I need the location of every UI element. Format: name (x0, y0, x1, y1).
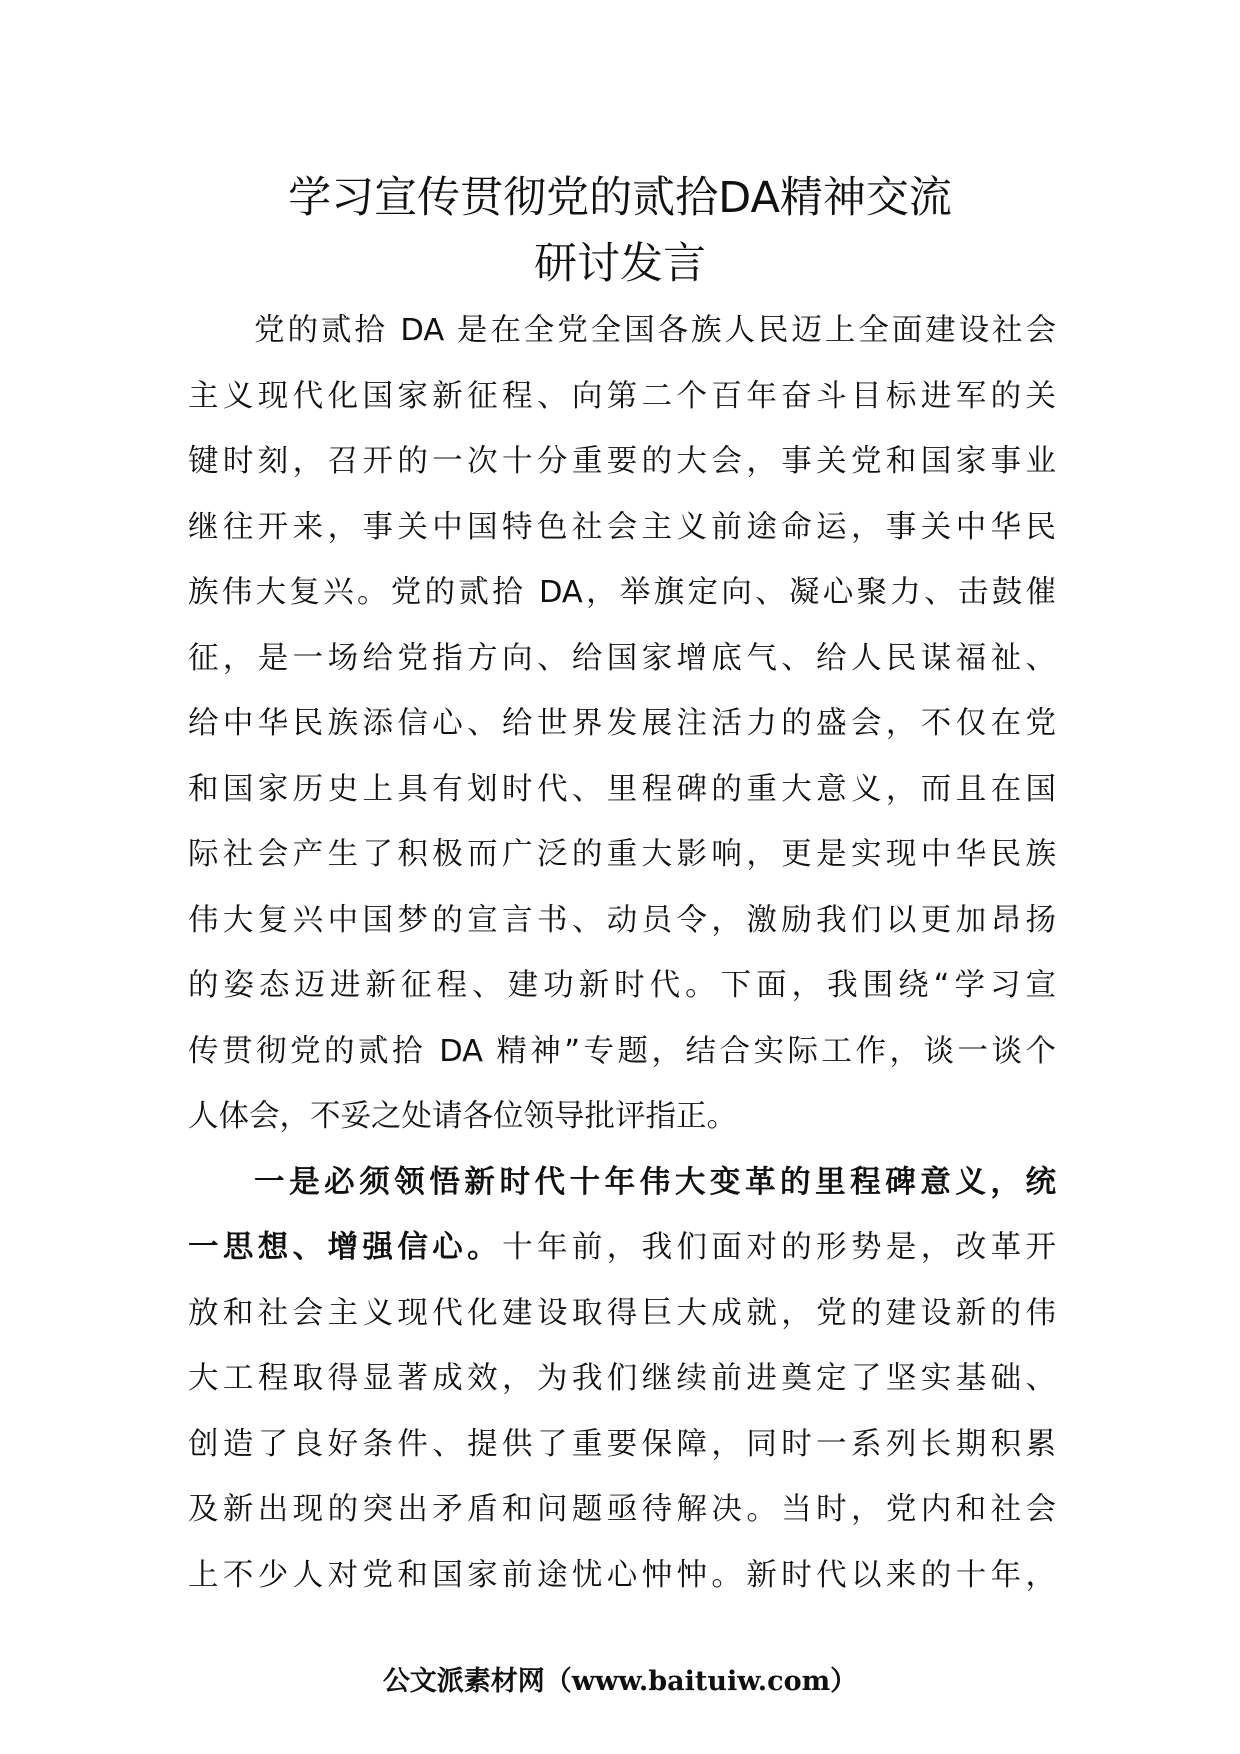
document-body (188, 298, 1056, 1608)
body-line: 继往开来，事关中国特色社会主义前途命运，事关中华民 (188, 509, 1056, 545)
body-line: 上不少人对党和国家前途忧心忡忡。新时代以来的十年， (188, 1557, 1056, 1593)
body-line: 主义现代化国家新征程、向第二个百年奋斗目标进军的关 (188, 378, 1056, 414)
body-line: 族伟大复兴。党的贰拾 DA，举旗定向、凝心聚力、击鼓催 (188, 575, 1056, 610)
body-line: 和国家历史上具有划时代、里程碑的重大意义，而且在国 (188, 771, 1056, 807)
body-line (188, 1150, 1056, 1216)
document-title-line-2: 研讨发言 (534, 239, 706, 289)
body-line: 给中华民族添信心、给世界发展注活力的盛会，不仅在党 (188, 706, 1056, 741)
body-line: 键时刻，召开的一次十分重要的大会，事关党和国家事业 (188, 444, 1056, 479)
body-line: 及新出现的突出矛盾和问题亟待解决。当时，党内和社会 (188, 1492, 1056, 1527)
body-line: 放和社会主义现代化建设取得巨大成就，党的建设新的伟 (188, 1295, 1056, 1331)
section-heading: 一是必须领悟新时代十年伟大变革的里程碑意义，统 (254, 1164, 1056, 1200)
body-line (188, 1215, 1056, 1281)
body-line: 际社会产生了积极而广泛的重大影响，更是实现中华民族 (188, 837, 1056, 872)
document-title-line-1: 学习宣传贯彻党的贰拾DA精神交流 (288, 173, 952, 223)
body-line: 的姿态迈进新征程、建功新时代。下面，我围绕“学习宣 (188, 968, 1056, 1003)
body-line: 人体会，不妥之处请各位领导批评指正。 (188, 1099, 737, 1134)
body-line: 征，是一场给党指方向、给国家增底气、给人民谋福祉、 (188, 640, 1056, 676)
body-line: 党的贰拾 DA 是在全党全国各族人民迈上全面建设社会 (254, 313, 1056, 348)
body-line: 伟大复兴中国梦的宣言书、动员令，激励我们以更加昂扬 (188, 902, 1056, 938)
footer-watermark: 公文派素材网（www.baituiw.com） (382, 1666, 858, 1697)
section-heading-continuation: 一思想、增强信心。 (188, 1230, 503, 1265)
body-text: 十年前，我们面对的形势是，改革开 (502, 1230, 1056, 1265)
body-line: 传贯彻党的贰拾 DA 精神”专题，结合实际工作，谈一谈个 (188, 1033, 1056, 1069)
body-line: 创造了良好条件、提供了重要保障，同时一系列长期积累 (188, 1426, 1056, 1462)
body-line: 大工程取得显著成效，为我们继续前进奠定了坚实基础、 (188, 1361, 1056, 1396)
